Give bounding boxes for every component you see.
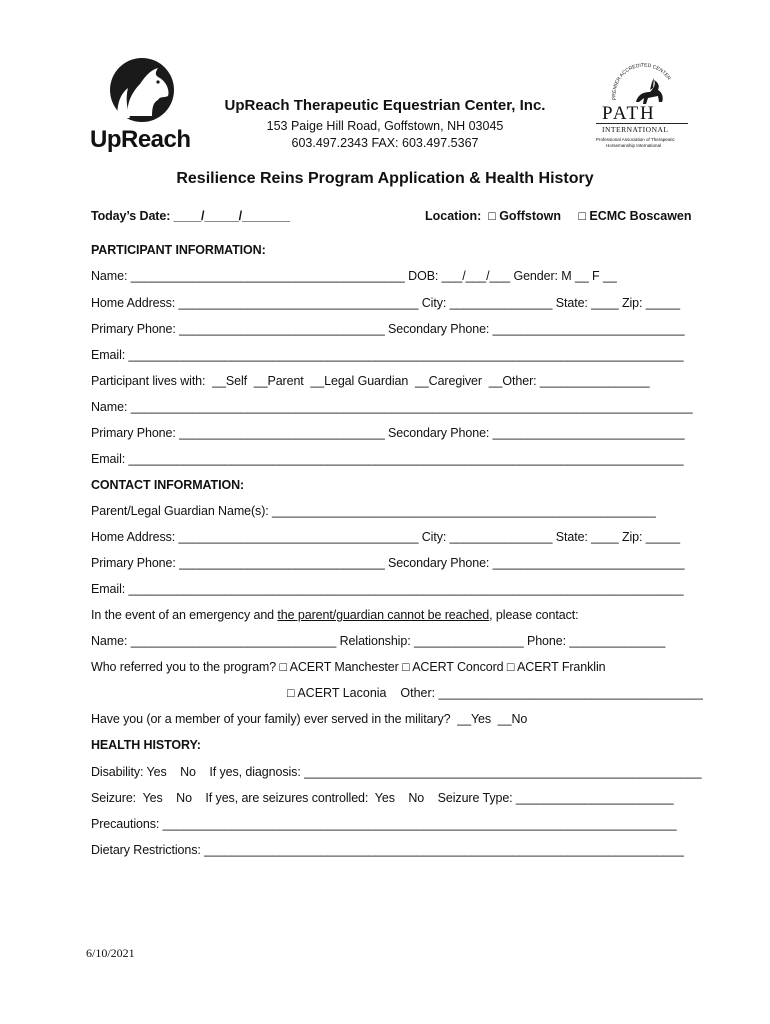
guardian-name-line[interactable]: Parent/Legal Guardian Name(s): ________________________________________________________ [91, 504, 656, 518]
path-logo-title: PATH [602, 103, 656, 124]
org-phone-fax: 603.497.2343 FAX: 603.497.5367 [291, 136, 479, 150]
form-title: Resilience Reins Program Application & Health History [176, 170, 594, 187]
location-options[interactable]: Location: □ Goffstown □ ECMC Boscawen [425, 209, 692, 223]
contact-section-header: CONTACT INFORMATION: [91, 478, 245, 492]
org-address: 153 Paige Hill Road, Goffstown, NH 03045 [266, 119, 504, 133]
footer-date: 6/10/2021 [86, 946, 135, 960]
participant-section-header: PARTICIPANT INFORMATION: [91, 243, 266, 257]
participant-address-line[interactable]: Home Address: ___________________________________ City: _______________ State: ____ Zip: _____ [91, 296, 681, 310]
participant-lives-with-line[interactable]: Participant lives with: __Self __Parent __Legal Guardian __Caregiver __Other: ________________ [91, 374, 650, 388]
path-logo-divider [596, 123, 688, 124]
upreach-wordmark: UpReach [90, 126, 191, 153]
precautions-line[interactable]: Precautions: ___________________________________________________________________________ [91, 817, 677, 831]
contact-phone-line[interactable]: Primary Phone: ______________________________ Secondary Phone: ____________________________ [91, 556, 685, 570]
path-logo-caption-1: Professional Association of Therapeutic [596, 137, 675, 142]
dietary-restrictions-line[interactable]: Dietary Restrictions: ______________________________________________________________________ [91, 843, 684, 857]
household-email-line[interactable]: Email: _________________________________________________________________________________ [91, 452, 684, 466]
seizure-line[interactable]: Seizure: Yes No If yes, are seizures controlled: Yes No Seizure Type: _______________________ [91, 791, 674, 805]
contact-address-line[interactable]: Home Address: ___________________________________ City: _______________ State: ____ Zip: _____ [91, 530, 681, 544]
emergency-instruction: In the event of an emergency and the parent/guardian cannot be reached, please contact: [91, 608, 579, 622]
path-international-logo [596, 60, 688, 152]
todays-date-field[interactable]: Today’s Date: ____/_____/_______ [91, 209, 291, 223]
disability-line[interactable]: Disability: Yes No If yes, diagnosis: __________________________________________________________ [91, 765, 702, 779]
path-logo-caption-2: Horsemanship International [606, 143, 662, 148]
contact-email-line[interactable]: Email: _________________________________________________________________________________ [91, 582, 684, 596]
military-question[interactable]: Have you (or a member of your family) ever served in the military? __Yes __No [91, 712, 528, 726]
org-name: UpReach Therapeutic Equestrian Center, Inc. [224, 97, 546, 114]
path-logo-subtitle: INTERNATIONAL [602, 125, 669, 134]
household-phone-line[interactable]: Primary Phone: ______________________________ Secondary Phone: ____________________________ [91, 426, 685, 440]
household-name-line[interactable]: Name: __________________________________________________________________________________ [91, 400, 693, 414]
referral-options-2[interactable]: □ ACERT Laconia Other: ______________________________________ [287, 686, 703, 700]
participant-email-line[interactable]: Email: _________________________________________________________________________________ [91, 348, 684, 362]
referral-options[interactable]: Who referred you to the program? □ ACERT Manchester □ ACERT Concord □ ACERT Franklin [91, 660, 606, 674]
health-section-header: HEALTH HISTORY: [91, 738, 201, 752]
participant-name-line[interactable]: Name: ________________________________________ DOB: ___/___/___ Gender: M __ F __ [91, 269, 617, 283]
participant-phone-line[interactable]: Primary Phone: ______________________________ Secondary Phone: ____________________________ [91, 322, 685, 336]
emergency-contact-line[interactable]: Name: ______________________________ Relationship: ________________ Phone: ______________ [91, 634, 666, 648]
path-logo-arc-text: PREMIER ACCREDITED CENTER [611, 62, 672, 101]
